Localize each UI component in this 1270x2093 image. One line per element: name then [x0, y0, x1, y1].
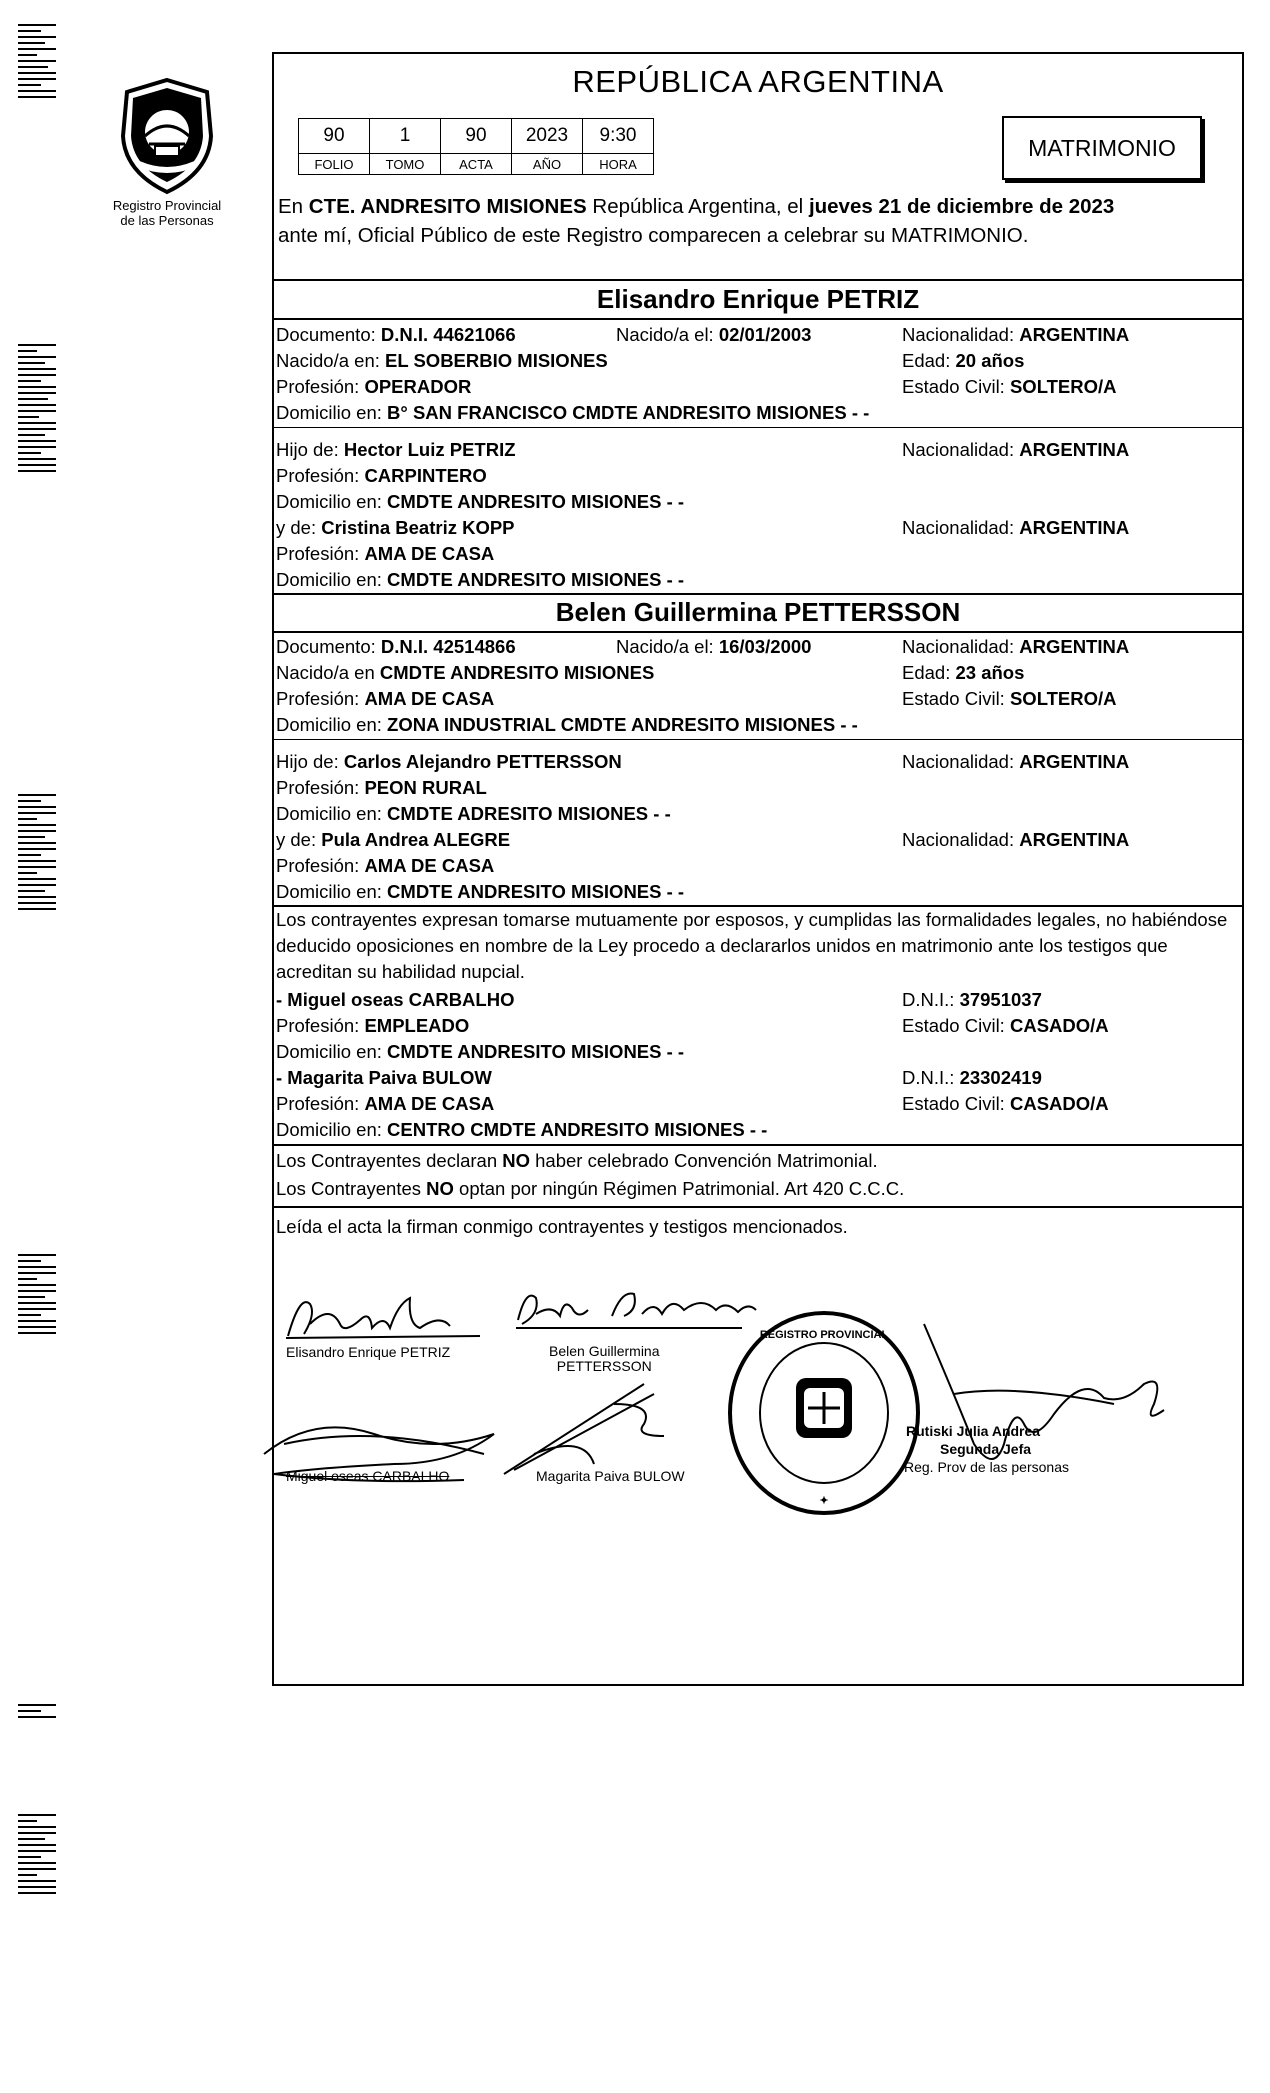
act-type-box: MATRIMONIO	[1002, 116, 1202, 180]
spouse1-father-profession: Profesión: CARPINTERO	[276, 465, 487, 486]
official-stamp	[724, 1308, 924, 1518]
signature-3-caption: Miguel oseas CARBALHO	[286, 1468, 450, 1484]
tomo-label: TOMO	[370, 154, 441, 175]
spouse2-document: Documento: D.N.I. 42514866	[276, 636, 516, 657]
divider	[274, 427, 1242, 428]
spouse2-civil-status: Estado Civil: SOLTERO/A	[902, 688, 1117, 709]
official-name: Rutiski Julia Andrea	[906, 1423, 1041, 1439]
spouse2-mother: y de: Pula Andrea ALEGRE	[276, 829, 511, 850]
spouse1-civil-status: Estado Civil: SOLTERO/A	[902, 376, 1117, 397]
spouse1-mother-nationality: Nacionalidad: ARGENTINA	[902, 517, 1130, 538]
spouse2-name: Belen Guillermina PETTERSSON	[555, 597, 961, 627]
scan-mark	[18, 1250, 56, 1338]
registry-logo	[104, 76, 230, 228]
year-label: AÑO	[512, 154, 583, 175]
spouse1-birth-date: Nacido/a el: 02/01/2003	[616, 324, 812, 345]
official-office: Reg. Prov de las personas	[904, 1459, 1069, 1475]
intro-text: En CTE. ANDRESITO MISIONES República Argentina, el jueves 21 de diciembre de 2023 ante mí, Oficial Público de este Registro comparecen a celebrar su MATRIMONIO.	[278, 195, 1115, 247]
signature-1-caption: Elisandro Enrique PETRIZ	[286, 1344, 451, 1360]
witness2-address: Domicilio en: CENTRO CMDTE ANDRESITO MISIONES - -	[276, 1119, 768, 1140]
folio-label: FOLIO	[299, 154, 370, 175]
spouse2-age: Edad: 23 años	[902, 662, 1025, 683]
spouse1-profession: Profesión: OPERADOR	[276, 376, 472, 397]
spouse2-birth-place: Nacido/a en CMDTE ANDRESITO MISIONES	[276, 662, 655, 683]
spouse1-address: Domicilio en: B° SAN FRANCISCO CMDTE ANDRESITO MISIONES - -	[276, 402, 870, 423]
logo-caption: Registro Provincial de las Personas	[112, 198, 222, 228]
spouse1-mother-profession: Profesión: AMA DE CASA	[276, 543, 495, 564]
acta-value: 90	[441, 119, 512, 154]
hour-label: HORA	[583, 154, 654, 175]
certificate-frame	[272, 52, 1244, 1686]
spouse1-age: Edad: 20 años	[902, 350, 1025, 371]
spouse1-document: Documento: D.N.I. 44621066	[276, 324, 516, 345]
witness1-profession: Profesión: EMPLEADO	[276, 1015, 470, 1036]
spouse1-father-address: Domicilio en: CMDTE ANDRESITO MISIONES - -	[276, 491, 685, 512]
spouse2-birth-date: Nacido/a el: 16/03/2000	[616, 636, 812, 657]
witness2-dni: D.N.I.: 23302419	[902, 1067, 1042, 1088]
spouse1-birth-place: Nacido/a en: EL SOBERBIO MISIONES	[276, 350, 608, 371]
registry-data-table	[298, 118, 654, 175]
spouse1-father: Hijo de: Hector Luiz PETRIZ	[276, 439, 516, 460]
witness1-dni: D.N.I.: 37951037	[902, 989, 1042, 1010]
scan-mark	[18, 20, 56, 102]
misiones-seal-icon	[115, 76, 219, 196]
spouse1-mother: y de: Cristina Beatriz KOPP	[276, 517, 515, 538]
witness1-civil-status: Estado Civil: CASADO/A	[902, 1015, 1109, 1036]
witness2-profession: Profesión: AMA DE CASA	[276, 1093, 495, 1114]
spouse2-nationality: Nacionalidad: ARGENTINA	[902, 636, 1130, 657]
scan-mark	[18, 1810, 56, 1898]
spouse2-mother-profession: Profesión: AMA DE CASA	[276, 855, 495, 876]
tomo-value: 1	[370, 119, 441, 154]
hour-value: 9:30	[583, 119, 654, 154]
spouse1-name: Elisandro Enrique PETRIZ	[596, 284, 920, 314]
scan-mark	[18, 340, 56, 476]
divider	[274, 279, 1242, 281]
closing-text: Leída el acta la firman conmigo contrayentes y testigos mencionados.	[276, 1216, 848, 1237]
witness1-name: - Miguel oseas CARBALHO	[276, 989, 515, 1010]
divider	[274, 318, 1242, 320]
page-title: REPÚBLICA ARGENTINA	[572, 64, 944, 99]
witness2-civil-status: Estado Civil: CASADO/A	[902, 1093, 1109, 1114]
witness2-name: - Magarita Paiva BULOW	[276, 1067, 492, 1088]
scan-mark	[18, 1700, 56, 1722]
spouse2-father: Hijo de: Carlos Alejandro PETTERSSON	[276, 751, 622, 772]
scan-mark	[18, 790, 56, 914]
divider	[274, 1144, 1242, 1146]
declaration-text: Los contrayentes expresan tomarse mutuamente por esposos, y cumplidas las formalidades legales, no habiéndose deducido oposiciones en nombre de la Ley procedo a declararlos unidos en matrimonio ante los testigos que acreditan su habilidad nupcial.	[276, 909, 1228, 982]
acta-label: ACTA	[441, 154, 512, 175]
divider	[274, 593, 1242, 595]
divider	[274, 631, 1242, 633]
divider	[274, 1206, 1242, 1208]
spouse2-address: Domicilio en: ZONA INDUSTRIAL CMDTE ANDRESITO MISIONES - -	[276, 714, 858, 735]
spouse2-father-nationality: Nacionalidad: ARGENTINA	[902, 751, 1130, 772]
official-role: Segunda Jefa	[940, 1441, 1032, 1457]
spouse2-mother-address: Domicilio en: CMDTE ANDRESITO MISIONES - -	[276, 881, 685, 902]
spouse2-father-address: Domicilio en: CMDTE ADRESITO MISIONES - -	[276, 803, 671, 824]
witness1-address: Domicilio en: CMDTE ANDRESITO MISIONES - -	[276, 1041, 685, 1062]
divider	[274, 739, 1242, 740]
year-value: 2023	[512, 119, 583, 154]
spouse1-father-nationality: Nacionalidad: ARGENTINA	[902, 439, 1130, 460]
signature-4-caption: Magarita Paiva BULOW	[536, 1468, 685, 1484]
signature-1-drawing	[280, 1284, 490, 1344]
svg-text:REGISTRO PROVINCIAL: REGISTRO PROVINCIAL	[759, 1329, 889, 1341]
patrimonial-regime-statement: Los Contrayentes NO optan por ningún Régimen Patrimonial. Art 420 C.C.C.	[276, 1178, 905, 1199]
spouse1-mother-address: Domicilio en: CMDTE ANDRESITO MISIONES - -	[276, 569, 685, 590]
folio-value: 90	[299, 119, 370, 154]
convention-statement: Los Contrayentes declaran NO haber celebrado Convención Matrimonial.	[276, 1150, 878, 1171]
spouse2-father-profession: Profesión: PEON RURAL	[276, 777, 487, 798]
spouse2-mother-nationality: Nacionalidad: ARGENTINA	[902, 829, 1130, 850]
spouse2-profession: Profesión: AMA DE CASA	[276, 688, 495, 709]
signature-2-caption: Belen Guillermina PETTERSSON	[549, 1343, 660, 1374]
svg-text:✦: ✦	[819, 1495, 829, 1507]
spouse1-nationality: Nacionalidad: ARGENTINA	[902, 324, 1130, 345]
